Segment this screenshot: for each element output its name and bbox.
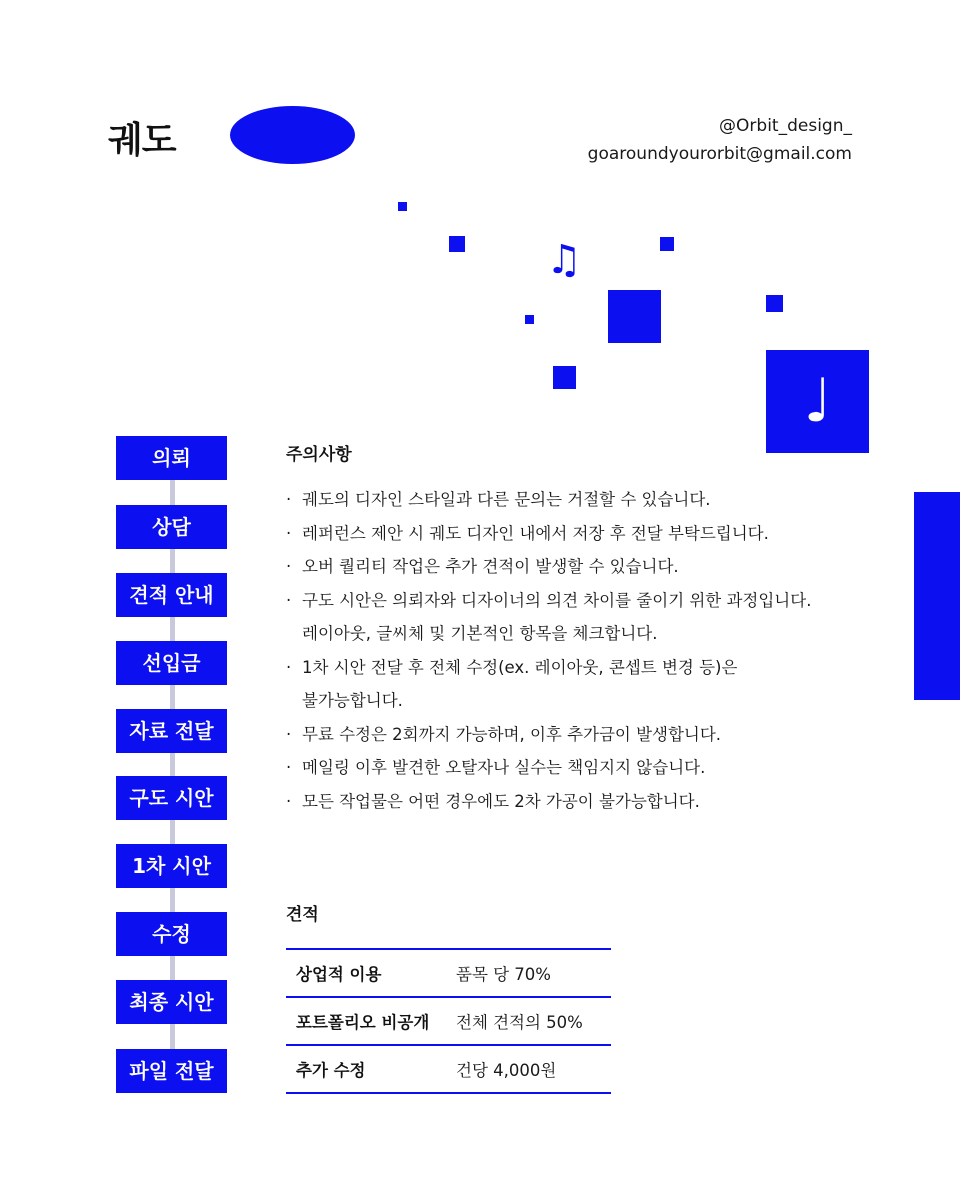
decor-square xyxy=(766,295,783,312)
brand-title: 궤도 xyxy=(108,120,176,161)
step-estimate-guide: 견적 안내 xyxy=(116,573,227,617)
estimate-value: 건당 4,000원 xyxy=(456,1061,557,1080)
step-deposit: 선입금 xyxy=(116,641,227,685)
step-revision: 수정 xyxy=(116,912,227,956)
music-notes-icon: ♫ xyxy=(546,237,582,283)
notice-item: · 레퍼런스 제안 시 궤도 디자인 내에서 저장 후 전달 부탁드립니다. xyxy=(286,517,811,551)
blue-oval-decoration xyxy=(230,106,355,164)
notice-item: · 메일링 이후 발견한 오탈자나 실수는 책임지지 않습니다. xyxy=(286,751,811,785)
notice-item-continuation: 레이아웃, 글씨체 및 기본적인 항목을 체크합니다. xyxy=(302,624,658,643)
decor-square xyxy=(525,315,534,324)
contact-handle: @Orbit_design_ xyxy=(719,116,852,136)
notice-item: · 1차 시안 전달 후 전체 수정(ex. 레이아웃, 콘셉트 변경 등)은 xyxy=(286,651,811,685)
estimate-title: 견적 xyxy=(286,905,319,925)
side-accent-bar xyxy=(914,492,960,700)
notice-list xyxy=(286,483,811,818)
notice-item: · 구도 시안은 의뢰자와 디자이너의 의견 차이를 줄이기 위한 과정입니다. xyxy=(286,584,811,618)
estimate-value: 전체 견적의 50% xyxy=(456,1013,583,1032)
decor-square xyxy=(553,366,576,389)
decor-square xyxy=(449,236,465,252)
notice-item: · 오버 퀄리티 작업은 추가 견적이 발생할 수 있습니다. xyxy=(286,550,811,584)
step-request: 의뢰 xyxy=(116,436,227,480)
step-consult: 상담 xyxy=(116,505,227,549)
contact-email: goaroundyourorbit@gmail.com xyxy=(587,144,852,164)
notice-item: · 무료 수정은 2회까지 가능하며, 이후 추가금이 발생합니다. xyxy=(286,718,811,752)
decor-square xyxy=(608,290,661,343)
contact-info xyxy=(588,112,852,168)
step-final-draft: 최종 시안 xyxy=(116,980,227,1024)
decor-square xyxy=(398,202,407,211)
decor-square xyxy=(660,237,674,251)
notice-item: · 궤도의 디자인 스타일과 다른 문의는 거절할 수 있습니다. xyxy=(286,483,811,517)
estimate-label: 상업적 이용 xyxy=(296,965,382,984)
notice-item: · 모든 작업물은 어떤 경우에도 2차 가공이 불가능합니다. xyxy=(286,785,811,819)
table-row xyxy=(286,997,611,1045)
estimate-value: 품목 당 70% xyxy=(456,965,551,984)
estimate-table xyxy=(286,948,611,1094)
table-row xyxy=(286,1045,611,1093)
estimate-label: 추가 수정 xyxy=(296,1061,366,1080)
step-first-draft: 1차 시안 xyxy=(116,844,227,888)
step-material-delivery: 자료 전달 xyxy=(116,709,227,753)
step-file-delivery: 파일 전달 xyxy=(116,1049,227,1093)
step-composition-draft: 구도 시안 xyxy=(116,776,227,820)
quarter-note-icon: ♩ xyxy=(766,350,869,453)
notice-item-continuation: 불가능합니다. xyxy=(302,691,403,710)
estimate-label: 포트폴리오 비공개 xyxy=(296,1013,430,1032)
table-row xyxy=(286,949,611,997)
notice-title: 주의사항 xyxy=(286,445,352,465)
